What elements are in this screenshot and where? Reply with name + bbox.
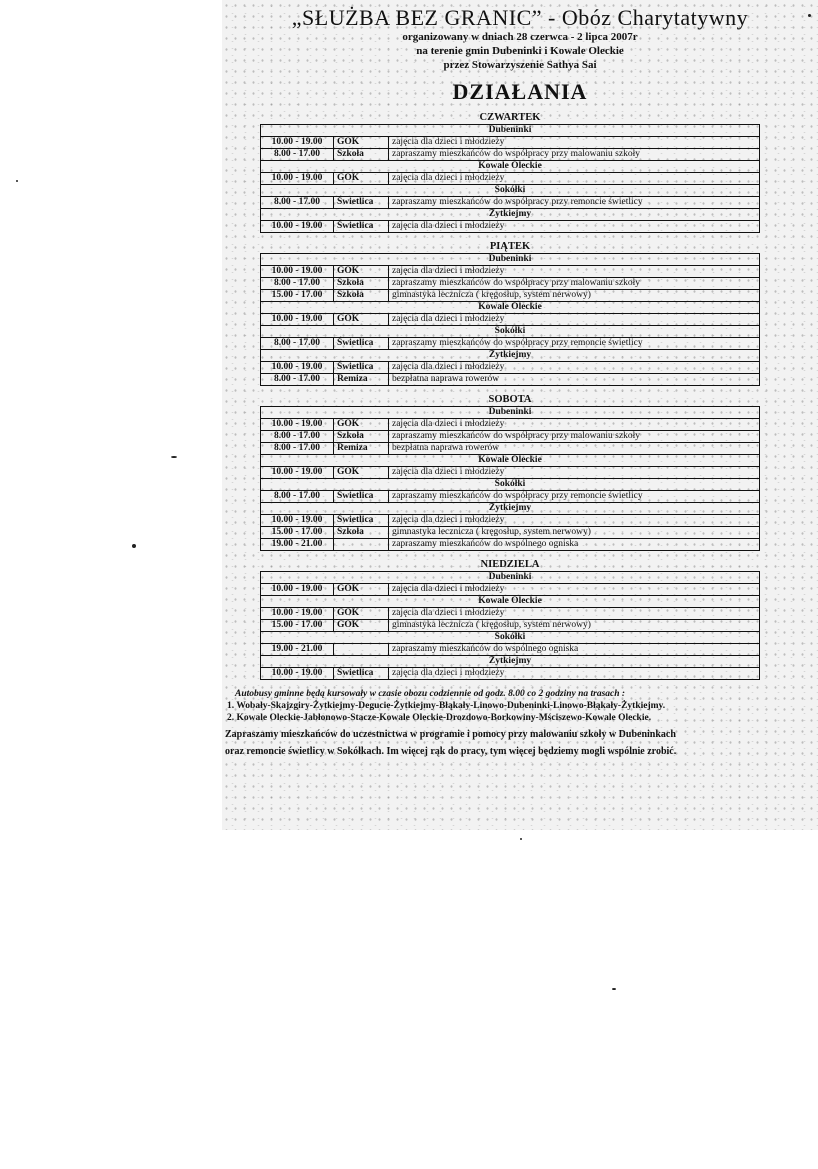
place-cell: Szkoła (334, 278, 389, 290)
table-row (261, 374, 760, 386)
place-cell: Remiza (334, 443, 389, 455)
scan-speck (520, 838, 522, 840)
time-cell: 10.00 - 19.00 (261, 608, 334, 620)
location-row (261, 632, 760, 644)
time-cell: 10.00 - 19.00 (261, 266, 334, 278)
activity-cell: zajęcia dla dzieci i młodzieży (389, 314, 760, 326)
time-cell: 15.00 - 17.00 (261, 527, 334, 539)
location-row (261, 326, 760, 338)
day-name: SOBOTA (488, 394, 532, 405)
table-row (261, 467, 760, 479)
time-cell: 8.00 - 17.00 (261, 278, 334, 290)
bus-route-2: 2. Kowale Oleckie-Jabłonowo-Stacze-Kowale Oleckie-Drozdowo-Borkowiny-Mściszewo-Kowale Oleckie. (227, 713, 652, 723)
place-cell: Świetlica (334, 515, 389, 527)
time-cell: 10.00 - 19.00 (261, 221, 334, 233)
place-cell: Świetlica (334, 362, 389, 374)
table-row (261, 149, 760, 161)
table-row (261, 668, 760, 680)
day-name: NIEDZIELA (480, 559, 540, 570)
time-cell: 8.00 - 17.00 (261, 149, 334, 161)
location-row (261, 407, 760, 419)
table-row (261, 290, 760, 302)
table-row (261, 221, 760, 233)
location-row (261, 596, 760, 608)
day-section (225, 559, 815, 680)
place-cell: GOK (334, 467, 389, 479)
location-name: Żytkiejmy (261, 503, 760, 515)
table-row (261, 173, 760, 185)
activity-cell: zajęcia dla dzieci i młodzieży (389, 608, 760, 620)
schedule-table (260, 406, 760, 551)
time-cell: 15.00 - 17.00 (261, 290, 334, 302)
location-row (261, 209, 760, 221)
invitation-line-2: oraz remoncie świetlicy w Sokółkach. Im więcej rąk do pracy, tym więcej będziemy mogli wspólnie zrobić. (225, 746, 677, 757)
time-cell: 10.00 - 19.00 (261, 173, 334, 185)
place-cell: Świetlica (334, 338, 389, 350)
schedule (225, 112, 815, 680)
time-cell: 10.00 - 19.00 (261, 314, 334, 326)
table-row (261, 515, 760, 527)
table-row (261, 539, 760, 551)
scan-speck (171, 456, 177, 458)
location-row (261, 503, 760, 515)
day-section (225, 241, 815, 386)
activity-cell: zajęcia dla dzieci i młodzieży (389, 467, 760, 479)
subtitle-area: na terenie gmin Dubeninki i Kowale Oleckie (416, 45, 624, 57)
day-name: CZWARTEK (479, 112, 541, 123)
activity-cell: zajęcia dla dzieci i młodzieży (389, 362, 760, 374)
table-row (261, 491, 760, 503)
table-row (261, 644, 760, 656)
time-cell: 19.00 - 21.00 (261, 644, 334, 656)
document (225, 6, 815, 758)
activity-cell: zajęcia dla dzieci i młodzieży (389, 221, 760, 233)
footer (225, 688, 815, 758)
activity-cell: gimnastyka lecznicza ( kręgosłup, system nerwowy) (389, 620, 760, 632)
place-cell: Szkoła (334, 431, 389, 443)
location-name: Dubeninki (261, 254, 760, 266)
location-name: Dubeninki (261, 572, 760, 584)
subtitle-organizer: przez Stowarzyszenie Sathya Sai (443, 59, 597, 71)
table-row (261, 608, 760, 620)
schedule-table (260, 124, 760, 233)
time-cell: 15.00 - 17.00 (261, 620, 334, 632)
schedule-table (260, 253, 760, 386)
location-row (261, 254, 760, 266)
activity-cell: zajęcia dla dzieci i młodzieży (389, 137, 760, 149)
place-cell: Remiza (334, 374, 389, 386)
time-cell: 8.00 - 17.00 (261, 431, 334, 443)
location-row (261, 185, 760, 197)
place-cell: GOK (334, 314, 389, 326)
place-cell (334, 539, 389, 551)
day-name: PIĄTEK (489, 241, 531, 252)
table-row (261, 137, 760, 149)
place-cell: Szkoła (334, 527, 389, 539)
place-cell: GOK (334, 620, 389, 632)
activity-cell: zajęcia dla dzieci i młodzieży (389, 266, 760, 278)
time-cell: 8.00 - 17.00 (261, 443, 334, 455)
document-title: „SŁUŻBA BEZ GRANIC” - Obóz Charytatywny (291, 5, 749, 30)
location-row (261, 656, 760, 668)
place-cell: GOK (334, 266, 389, 278)
location-name: Kowale Oleckie (261, 161, 760, 173)
time-cell: 10.00 - 19.00 (261, 137, 334, 149)
activity-cell: zapraszamy mieszkańców do współpracy przy malowaniu szkoły (389, 431, 760, 443)
activity-cell: zapraszamy mieszkańców do współpracy przy malowaniu szkoły (389, 278, 760, 290)
activity-cell: zapraszamy mieszkańców do współpracy przy remoncie świetlicy (389, 491, 760, 503)
time-cell: 10.00 - 19.00 (261, 419, 334, 431)
subtitle-dates: organizowany w dniach 28 czerwca - 2 lipca 2007r (402, 31, 638, 43)
day-section (225, 112, 815, 233)
time-cell: 10.00 - 19.00 (261, 668, 334, 680)
table-row (261, 197, 760, 209)
place-cell: Świetlica (334, 668, 389, 680)
activity-cell: zapraszamy mieszkańców do współpracy przy malowaniu szkoły (389, 149, 760, 161)
time-cell: 8.00 - 17.00 (261, 374, 334, 386)
time-cell: 10.00 - 19.00 (261, 515, 334, 527)
time-cell: 10.00 - 19.00 (261, 467, 334, 479)
table-row (261, 620, 760, 632)
activity-cell: gimnastyka lecznicza ( kręgosłup, system nerwowy) (389, 290, 760, 302)
location-name: Dubeninki (261, 125, 760, 137)
place-cell: GOK (334, 584, 389, 596)
time-cell: 8.00 - 17.00 (261, 491, 334, 503)
place-cell: GOK (334, 173, 389, 185)
activity-cell: zajęcia dla dzieci i młodzieży (389, 173, 760, 185)
activity-cell: zapraszamy mieszkańców do współpracy przy remoncie świetlicy (389, 338, 760, 350)
activity-cell: bezpłatna naprawa rowerów (389, 443, 760, 455)
location-row (261, 479, 760, 491)
time-cell: 8.00 - 17.00 (261, 338, 334, 350)
activity-cell: zajęcia dla dzieci i młodzieży (389, 515, 760, 527)
location-name: Sokółki (261, 632, 760, 644)
time-cell: 8.00 - 17.00 (261, 197, 334, 209)
table-row (261, 419, 760, 431)
day-section (225, 394, 815, 551)
table-row (261, 527, 760, 539)
location-row (261, 455, 760, 467)
location-name: Sokółki (261, 185, 760, 197)
location-name: Dubeninki (261, 407, 760, 419)
location-name: Żytkiejmy (261, 656, 760, 668)
place-cell: Świetlica (334, 197, 389, 209)
table-row (261, 338, 760, 350)
table-row (261, 443, 760, 455)
location-name: Kowale Oleckie (261, 302, 760, 314)
activity-cell: zajęcia dla dzieci i młodzieży (389, 668, 760, 680)
location-name: Kowale Oleckie (261, 455, 760, 467)
location-name: Sokółki (261, 326, 760, 338)
table-row (261, 278, 760, 290)
place-cell (334, 644, 389, 656)
activity-cell: zajęcia dla dzieci i młodzieży (389, 584, 760, 596)
place-cell: GOK (334, 608, 389, 620)
scan-speck (16, 180, 18, 182)
location-name: Kowale Oleckie (261, 596, 760, 608)
place-cell: Szkoła (334, 149, 389, 161)
location-row (261, 572, 760, 584)
location-row (261, 350, 760, 362)
time-cell: 10.00 - 19.00 (261, 362, 334, 374)
activity-cell: zapraszamy mieszkańców do wspólnego ogniska (389, 539, 760, 551)
scan-speck (612, 988, 616, 990)
bus-route-1: 1. Wobały-Skajzgiry-Żytkiejmy-Degucie-Żytkiejmy-Błąkały-Linowo-Dubeninki-Linowo-Błąkały-Żytkiejmy. (227, 701, 666, 711)
activity-cell: zajęcia dla dzieci i młodzieży (389, 419, 760, 431)
place-cell: GOK (334, 137, 389, 149)
table-row (261, 314, 760, 326)
location-name: Żytkiejmy (261, 209, 760, 221)
location-name: Żytkiejmy (261, 350, 760, 362)
time-cell: 19.00 - 21.00 (261, 539, 334, 551)
activity-cell: zapraszamy mieszkańców do wspólnego ogniska (389, 644, 760, 656)
scan-speck (132, 544, 136, 548)
table-row (261, 431, 760, 443)
place-cell: Świetlica (334, 221, 389, 233)
location-name: Sokółki (261, 479, 760, 491)
place-cell: GOK (334, 419, 389, 431)
place-cell: Szkoła (334, 290, 389, 302)
location-row (261, 302, 760, 314)
table-row (261, 266, 760, 278)
place-cell: Świetlica (334, 491, 389, 503)
table-row (261, 362, 760, 374)
activity-cell: zapraszamy mieszkańców do współpracy przy remoncie świetlicy (389, 197, 760, 209)
bus-note: Autobusy gminne będą kursowały w czasie obozu codziennie od godz. 8.00 co 2 godziny na trasach : (235, 689, 626, 699)
location-row (261, 125, 760, 137)
activity-cell: bezpłatna naprawa rowerów (389, 374, 760, 386)
time-cell: 10.00 - 19.00 (261, 584, 334, 596)
activity-cell: gimnastyka lecznicza ( kręgosłup, system nerwowy) (389, 527, 760, 539)
section-heading: DZIAŁANIA (452, 79, 588, 104)
location-row (261, 161, 760, 173)
schedule-table (260, 571, 760, 680)
invitation-line-1: Zapraszamy mieszkańców do uczestnictwa w programie i pomocy przy malowaniu szkoły w Dubeninkach (225, 729, 676, 740)
table-row (261, 584, 760, 596)
